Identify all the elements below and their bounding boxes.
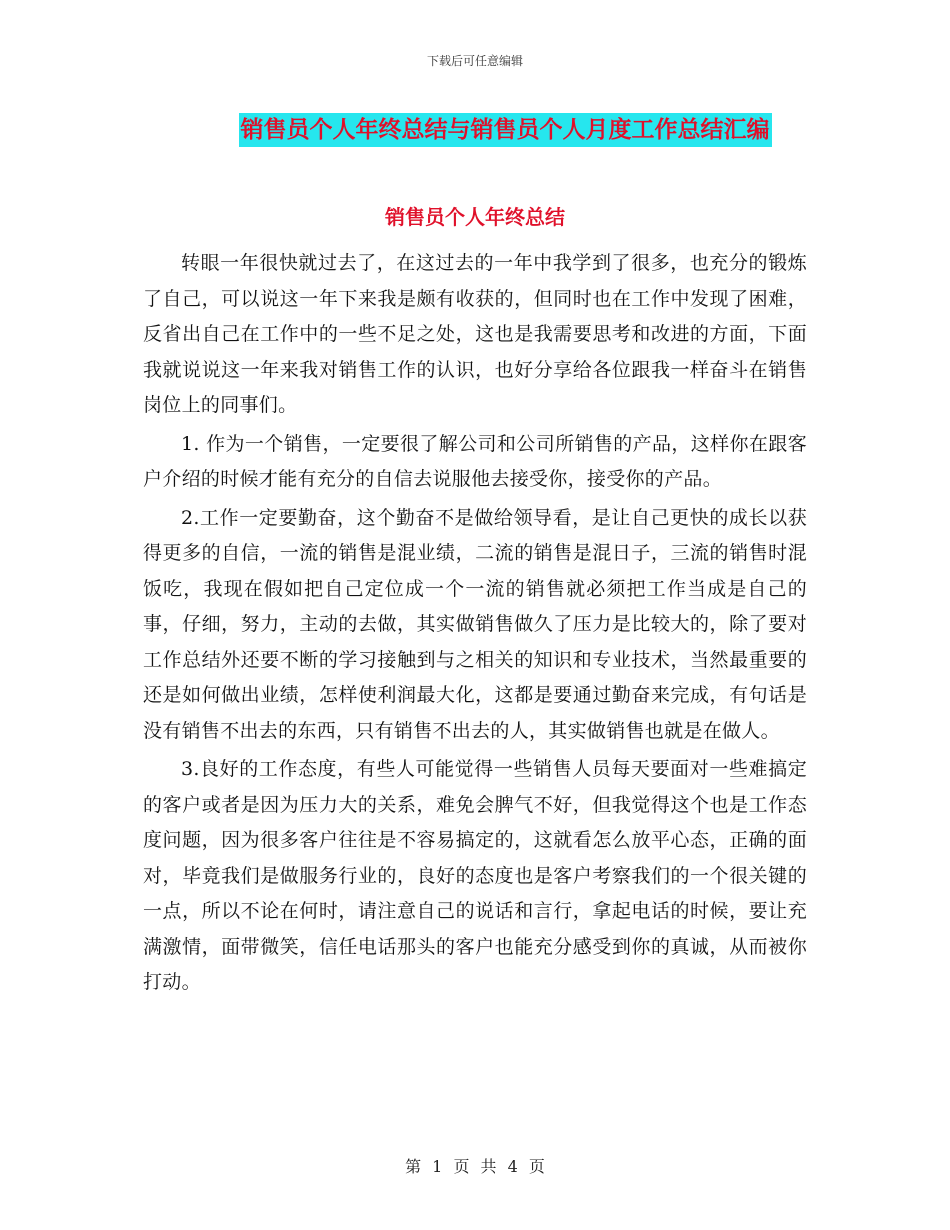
paragraph-point-2: 2.工作一定要勤奋，这个勤奋不是做给领导看，是让自己更快的成长以获得更多的自信，一流的销售是混业绩，二流的销售是混日子，三流的销售时混饭吃，我现在假如把自己定位成一个一流的销售就必须把工作当成是自己的事，仔细，努力，主动的去做，其实做销售做久了压力是比较大的，除了要对工作总结外还要不断的学习接触到与之相关的知识和专业技术，当然最重要的还是如何做出业绩，怎样使利润最大化，这都是要通过勤奋来完成，有句话是没有销售不出去的东西，只有销售不出去的人，其实做销售也就是在做人。 [143,506,807,742]
paragraph-point-1: 1. 作为一个销售，一定要很了解公司和公司所销售的产品，这样你在跟客户介绍的时候才能有充分的自信去说服他去接受你，接受你的产品。 [143,432,807,490]
page-header-note: 下载后可任意编辑 [426,54,523,68]
document-title: 销售员个人年终总结与销售员个人月度工作总结汇编 [239,113,772,147]
document-title-container [0,113,950,147]
paragraph-intro: 转眼一年很快就过去了，在这过去的一年中我学到了很多，也充分的锻炼了自己，可以说这一年下来我是颇有收获的，但同时也在工作中发现了困难，反省出自己在工作中的一些不足之处，这也是我需要思考和改进的方面，下面我就说说这一年来我对销售工作的认识，也好分享给各位跟我一样奋斗在销售岗位上的同事们。 [143,252,807,416]
paragraph-point-3: 3.良好的工作态度，有些人可能觉得一些销售人员每天要面对一些难搞定的客户或者是因为压力大的关系，难免会脾气不好，但我觉得这个也是工作态度问题，因为很多客户往往是不容易搞定的，这就看怎么放平心态，正确的面对，毕竟我们是做服务行业的，良好的态度也是客户考察我们的一个很关键的一点，所以不论在何时，请注意自己的说话和言行，拿起电话的时候，要让充满激情，面带微笑，信任电话那头的客户也能充分感受到你的真诚，从而被你打动。 [143,758,807,993]
document-body [143,246,807,1004]
section-title: 销售员个人年终总结 [385,205,565,229]
page-number-footer: 第 1 页 共 4 页 [405,1157,545,1176]
